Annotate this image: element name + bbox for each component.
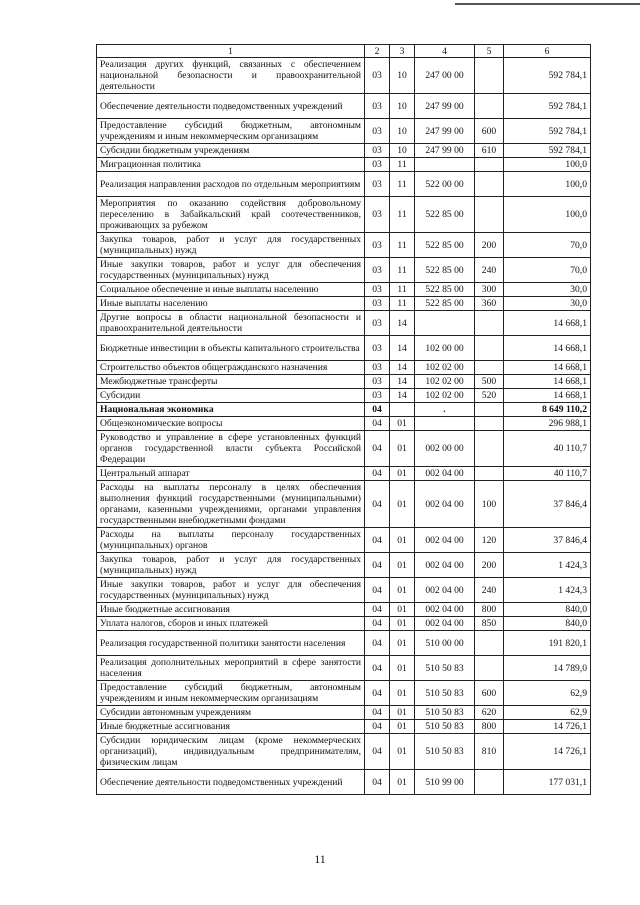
header-cell: 1 [97, 45, 365, 58]
row-amount: 8 649 110,2 [504, 403, 591, 417]
row-target-article: 102 02 00 [415, 361, 475, 375]
row-section: 03 [365, 58, 390, 94]
row-expense-type: 200 [475, 553, 504, 578]
row-target-article: 102 00 00 [415, 336, 475, 361]
row-subsection: 01 [390, 528, 415, 553]
row-name: Субсидии [97, 389, 365, 403]
row-target-article: 522 85 00 [415, 258, 475, 283]
row-expense-type [475, 403, 504, 417]
row-section: 03 [365, 336, 390, 361]
row-section: 04 [365, 528, 390, 553]
header-cell: 2 [365, 45, 390, 58]
row-subsection: 11 [390, 297, 415, 311]
row-target-article: 102 02 00 [415, 375, 475, 389]
row-name: Закупка товаров, работ и услуг для государственных (муниципальных) нужд [97, 233, 365, 258]
row-name: Субсидии бюджетным учреждениям [97, 144, 365, 158]
row-amount: 14 668,1 [504, 336, 591, 361]
row-amount: 840,0 [504, 617, 591, 631]
row-target-article [415, 311, 475, 336]
row-subsection: 14 [390, 336, 415, 361]
row-target-article: 510 50 83 [415, 720, 475, 734]
row-subsection: 10 [390, 94, 415, 119]
row-target-article: 247 00 00 [415, 58, 475, 94]
row-subsection: 14 [390, 389, 415, 403]
row-subsection: 10 [390, 119, 415, 144]
row-expense-type [475, 58, 504, 94]
table-row [97, 681, 591, 706]
table-row [97, 389, 591, 403]
row-name: Социальное обеспечение и иные выплаты населению [97, 283, 365, 297]
row-name: Центральный аппарат [97, 467, 365, 481]
table-row [97, 467, 591, 481]
row-section: 03 [365, 311, 390, 336]
row-target-article [415, 158, 475, 172]
row-section: 03 [365, 233, 390, 258]
row-amount: 40 110,7 [504, 431, 591, 467]
row-name: Реализация дополнительных мероприятий в сфере занятости населения [97, 656, 365, 681]
row-amount: 40 110,7 [504, 467, 591, 481]
row-name: Национальная экономика [97, 403, 365, 417]
row-name: Миграционная политика [97, 158, 365, 172]
row-section: 04 [365, 403, 390, 417]
row-target-article: 247 99 00 [415, 94, 475, 119]
table-row [97, 706, 591, 720]
row-subsection: 14 [390, 375, 415, 389]
row-expense-type: 610 [475, 144, 504, 158]
row-name: Иные бюджетные ассигнования [97, 603, 365, 617]
row-expense-type: 240 [475, 578, 504, 603]
row-section: 03 [365, 283, 390, 297]
table-row [97, 336, 591, 361]
row-section: 04 [365, 681, 390, 706]
row-section: 03 [365, 389, 390, 403]
row-expense-type: 100 [475, 481, 504, 528]
row-amount: 592 784,1 [504, 58, 591, 94]
row-subsection: 11 [390, 197, 415, 233]
row-target-article: 002 04 00 [415, 603, 475, 617]
row-expense-type: 360 [475, 297, 504, 311]
row-amount: 30,0 [504, 283, 591, 297]
row-amount: 37 846,4 [504, 481, 591, 528]
row-amount: 100,0 [504, 172, 591, 197]
row-target-article: 247 99 00 [415, 119, 475, 144]
row-section: 04 [365, 720, 390, 734]
row-expense-type: 500 [475, 375, 504, 389]
row-subsection: 01 [390, 631, 415, 656]
table-row [97, 58, 591, 94]
page-number: 11 [314, 852, 326, 866]
table-row [97, 158, 591, 172]
row-name: Обеспечение деятельности подведомственных учреждений [97, 94, 365, 119]
row-target-article: 522 00 00 [415, 172, 475, 197]
row-section: 03 [365, 361, 390, 375]
row-amount: 1 424,3 [504, 578, 591, 603]
table-row [97, 172, 591, 197]
row-subsection: 10 [390, 58, 415, 94]
row-subsection: 01 [390, 553, 415, 578]
row-expense-type: 800 [475, 720, 504, 734]
row-target-article: 510 50 83 [415, 734, 475, 770]
table-row [97, 553, 591, 578]
row-target-article: 002 00 00 [415, 431, 475, 467]
row-expense-type: 300 [475, 283, 504, 297]
table-row [97, 431, 591, 467]
row-name: Иные выплаты населению [97, 297, 365, 311]
row-amount: 14 668,1 [504, 361, 591, 375]
table-row [97, 734, 591, 770]
row-amount: 62,9 [504, 706, 591, 720]
row-subsection: 01 [390, 656, 415, 681]
table-row [97, 119, 591, 144]
row-expense-type: 240 [475, 258, 504, 283]
row-name: Иные закупки товаров, работ и услуг для обеспечения государственных (муниципальных) нужд [97, 258, 365, 283]
row-target-article: 002 04 00 [415, 617, 475, 631]
row-name: Другие вопросы в области национальной безопасности и правоохранительной деятельности [97, 311, 365, 336]
row-section: 04 [365, 467, 390, 481]
header-cell: 4 [415, 45, 475, 58]
row-name: Иные бюджетные ассигнования [97, 720, 365, 734]
row-expense-type: 200 [475, 233, 504, 258]
row-expense-type: 620 [475, 706, 504, 720]
row-section: 04 [365, 734, 390, 770]
row-subsection: 01 [390, 734, 415, 770]
header-row [97, 45, 591, 58]
row-section: 03 [365, 197, 390, 233]
row-name: Мероприятия по оказанию содействия добровольному переселению в Забайкальский край соотечественников, проживающих за рубежом [97, 197, 365, 233]
row-section: 04 [365, 656, 390, 681]
row-amount: 30,0 [504, 297, 591, 311]
row-name: Руководство и управление в сфере установленных функций органов государственной власти субъекта Российской Федерации [97, 431, 365, 467]
row-amount: 100,0 [504, 158, 591, 172]
table-row [97, 283, 591, 297]
row-subsection: 01 [390, 467, 415, 481]
row-expense-type [475, 417, 504, 431]
row-expense-type [475, 770, 504, 795]
row-subsection: 11 [390, 233, 415, 258]
row-target-article: 002 04 00 [415, 481, 475, 528]
row-expense-type [475, 656, 504, 681]
row-expense-type: 120 [475, 528, 504, 553]
row-name: Обеспечение деятельности подведомственных учреждений [97, 770, 365, 795]
row-name: Расходы на выплаты персоналу в целях обеспечения выполнения функций государственными (муниципальными) органами, казенными учреждениями, органами управления государственными внебюджетными фондами [97, 481, 365, 528]
row-subsection: 01 [390, 603, 415, 617]
row-target-article: 510 50 83 [415, 681, 475, 706]
row-target-article [415, 417, 475, 431]
table-row [97, 656, 591, 681]
row-target-article: 002 04 00 [415, 467, 475, 481]
row-name: Уплата налогов, сборов и иных платежей [97, 617, 365, 631]
row-subsection: 11 [390, 283, 415, 297]
row-subsection: 01 [390, 431, 415, 467]
row-expense-type [475, 94, 504, 119]
row-expense-type: 600 [475, 681, 504, 706]
table-row [97, 258, 591, 283]
row-amount: 37 846,4 [504, 528, 591, 553]
row-section: 04 [365, 553, 390, 578]
row-target-article: 002 04 00 [415, 528, 475, 553]
row-name: Реализация государственной политики занятости населения [97, 631, 365, 656]
row-amount: 70,0 [504, 258, 591, 283]
row-amount: 14 668,1 [504, 375, 591, 389]
row-name: Иные закупки товаров, работ и услуг для обеспечения государственных (муниципальных) нужд [97, 578, 365, 603]
table-row [97, 297, 591, 311]
row-amount: 62,9 [504, 681, 591, 706]
row-expense-type [475, 467, 504, 481]
row-amount: 14 726,1 [504, 734, 591, 770]
row-section: 04 [365, 431, 390, 467]
row-target-article: 522 85 00 [415, 297, 475, 311]
row-name: Бюджетные инвестиции в объекты капитального строительства [97, 336, 365, 361]
row-target-article: 002 04 00 [415, 578, 475, 603]
row-amount: 14 668,1 [504, 311, 591, 336]
row-expense-type: 800 [475, 603, 504, 617]
table-row [97, 631, 591, 656]
row-section: 04 [365, 603, 390, 617]
row-amount: 1 424,3 [504, 553, 591, 578]
row-expense-type [475, 431, 504, 467]
row-subsection: 01 [390, 706, 415, 720]
table-row [97, 361, 591, 375]
table-row [97, 481, 591, 528]
row-amount: 177 031,1 [504, 770, 591, 795]
top-rule [455, 3, 640, 5]
row-target-article: 522 85 00 [415, 283, 475, 297]
row-section: 03 [365, 94, 390, 119]
row-name: Предоставление субсидий бюджетным, автономным учреждениям и иным некоммерческим организациям [97, 119, 365, 144]
row-section: 04 [365, 631, 390, 656]
row-name: Реализация направления расходов по отдельным мероприятиям [97, 172, 365, 197]
row-section: 04 [365, 578, 390, 603]
row-subsection [390, 403, 415, 417]
row-amount: 14 726,1 [504, 720, 591, 734]
row-amount: 100,0 [504, 197, 591, 233]
row-subsection: 01 [390, 681, 415, 706]
table-row [97, 375, 591, 389]
row-subsection: 14 [390, 361, 415, 375]
row-subsection: 14 [390, 311, 415, 336]
budget-table [96, 44, 591, 795]
row-name: Межбюджетные трансферты [97, 375, 365, 389]
table-row [97, 233, 591, 258]
table-row [97, 403, 591, 417]
row-subsection: 01 [390, 617, 415, 631]
row-section: 03 [365, 119, 390, 144]
row-amount: 592 784,1 [504, 94, 591, 119]
row-amount: 191 820,1 [504, 631, 591, 656]
row-subsection: 01 [390, 770, 415, 795]
row-expense-type: 810 [475, 734, 504, 770]
row-section: 03 [365, 375, 390, 389]
table-row [97, 603, 591, 617]
row-amount: 14 668,1 [504, 389, 591, 403]
row-target-article: 510 99 00 [415, 770, 475, 795]
row-name: Реализация других функций, связанных с обеспечением национальной безопасности и правоохранительной деятельности [97, 58, 365, 94]
row-section: 04 [365, 706, 390, 720]
row-section: 03 [365, 297, 390, 311]
row-target-article: 002 04 00 [415, 553, 475, 578]
row-section: 03 [365, 158, 390, 172]
row-amount: 840,0 [504, 603, 591, 617]
table-row [97, 144, 591, 158]
row-subsection: 10 [390, 144, 415, 158]
row-expense-type: 600 [475, 119, 504, 144]
row-expense-type [475, 197, 504, 233]
table-row [97, 417, 591, 431]
table-row [97, 770, 591, 795]
row-name: Предоставление субсидий бюджетным, автономным учреждениям и иным некоммерческим организациям [97, 681, 365, 706]
row-section: 04 [365, 770, 390, 795]
row-section: 03 [365, 144, 390, 158]
table-row [97, 311, 591, 336]
row-amount: 14 789,0 [504, 656, 591, 681]
table-row [97, 197, 591, 233]
row-subsection: 01 [390, 481, 415, 528]
row-subsection: 11 [390, 258, 415, 283]
header-cell: 5 [475, 45, 504, 58]
row-subsection: 01 [390, 578, 415, 603]
row-target-article: 247 99 00 [415, 144, 475, 158]
table-row [97, 528, 591, 553]
table-row [97, 578, 591, 603]
row-section: 03 [365, 258, 390, 283]
row-amount: 70,0 [504, 233, 591, 258]
row-target-article: . [415, 403, 475, 417]
table-row [97, 720, 591, 734]
row-section: 04 [365, 481, 390, 528]
row-expense-type [475, 336, 504, 361]
row-expense-type [475, 158, 504, 172]
row-name: Субсидии автономным учреждениям [97, 706, 365, 720]
row-expense-type [475, 361, 504, 375]
row-section: 03 [365, 172, 390, 197]
row-target-article: 522 85 00 [415, 233, 475, 258]
row-name: Общеэкономические вопросы [97, 417, 365, 431]
row-name: Расходы на выплаты персоналу государственных (муниципальных) органов [97, 528, 365, 553]
row-subsection: 11 [390, 158, 415, 172]
row-subsection: 01 [390, 417, 415, 431]
table-row [97, 94, 591, 119]
row-target-article: 102 02 00 [415, 389, 475, 403]
row-target-article: 510 50 83 [415, 706, 475, 720]
row-expense-type: 520 [475, 389, 504, 403]
header-cell: 6 [504, 45, 591, 58]
row-target-article: 510 50 83 [415, 656, 475, 681]
header-cell: 3 [390, 45, 415, 58]
row-target-article: 510 00 00 [415, 631, 475, 656]
row-expense-type [475, 172, 504, 197]
row-section: 04 [365, 617, 390, 631]
row-subsection: 01 [390, 720, 415, 734]
row-section: 04 [365, 417, 390, 431]
row-name: Строительство объектов общегражданского назначения [97, 361, 365, 375]
row-name: Закупка товаров, работ и услуг для государственных (муниципальных) нужд [97, 553, 365, 578]
row-target-article: 522 85 00 [415, 197, 475, 233]
row-name: Субсидии юридическим лицам (кроме некоммерческих организаций), индивидуальным предпринимателям, физическим лицам [97, 734, 365, 770]
row-expense-type [475, 311, 504, 336]
row-amount: 592 784,1 [504, 119, 591, 144]
table-row [97, 617, 591, 631]
row-expense-type: 850 [475, 617, 504, 631]
row-expense-type [475, 631, 504, 656]
row-amount: 592 784,1 [504, 144, 591, 158]
row-amount: 296 988,1 [504, 417, 591, 431]
row-subsection: 11 [390, 172, 415, 197]
